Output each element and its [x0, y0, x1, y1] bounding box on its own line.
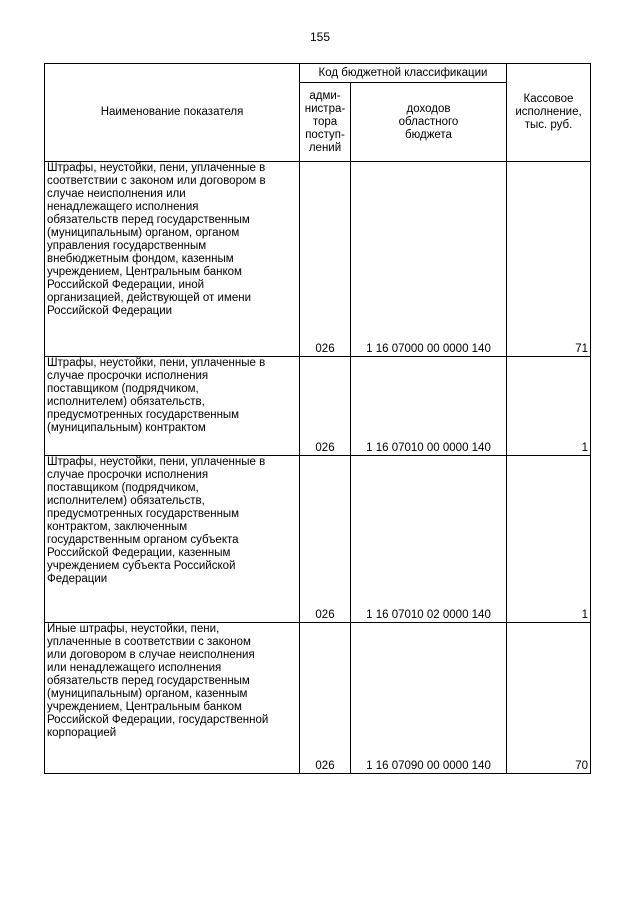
row-admin-code: 026 — [300, 162, 351, 357]
row-income-code: 1 16 07010 00 0000 140 — [351, 357, 507, 456]
header-admin-line: тора — [312, 115, 338, 128]
name-line: государственным органом субъекта — [47, 534, 239, 546]
header-regional-budget-income — [351, 83, 507, 162]
row-admin-code: 026 — [300, 623, 351, 774]
header-admin-line: нистра- — [304, 102, 346, 115]
table-row — [45, 357, 591, 456]
name-line: (муниципальным) контрактом — [47, 422, 206, 434]
header-amount-line: исполнение, — [515, 106, 582, 118]
name-line: управления государственным — [47, 240, 207, 252]
name-line: учреждением, Центральным банком — [47, 266, 242, 278]
name-line: соответствии с законом или договором в — [47, 175, 266, 187]
name-line: случае неисполнения или — [47, 188, 186, 200]
row-amount: 1 — [507, 357, 591, 456]
header-row-1 — [45, 64, 591, 83]
name-line: контрактом, заключенным — [47, 521, 188, 533]
name-line: (муниципальным) органом, казенным — [47, 688, 248, 700]
row-amount: 70 — [507, 623, 591, 774]
header-admin-line: поступ- — [305, 128, 345, 141]
name-line: или ненадлежащего исполнения — [47, 662, 222, 674]
budget-table — [44, 63, 591, 774]
header-administrator — [300, 83, 351, 162]
name-line: Штрафы, неустойки, пени, уплаченные в — [47, 357, 266, 369]
row-name — [45, 456, 300, 623]
name-line: обязательств перед государственным — [47, 675, 250, 687]
header-admin-line: лений — [308, 141, 342, 154]
header-income-line: доходов — [406, 102, 451, 115]
table-row — [45, 456, 591, 623]
header-admin-line: адми- — [309, 89, 341, 102]
header-cash-execution — [507, 64, 591, 162]
name-line: уплаченные в соответствии с законом — [47, 636, 251, 648]
name-line: поставщиком (подрядчиком, — [47, 482, 199, 494]
name-line: Штрафы, неустойки, пени, уплаченные в — [47, 456, 266, 468]
name-line: ненадлежащего исполнения — [47, 201, 199, 213]
row-amount: 1 — [507, 456, 591, 623]
row-income-code: 1 16 07010 02 0000 140 — [351, 456, 507, 623]
header-amount-line: тыс. руб. — [524, 119, 573, 131]
row-name — [45, 623, 300, 774]
row-admin-code: 026 — [300, 456, 351, 623]
name-line: учреждением субъекта Российской — [47, 560, 236, 572]
table-row — [45, 623, 591, 774]
name-line: обязательств перед государственным — [47, 214, 250, 226]
name-line: исполнителем) обязательств, — [47, 495, 205, 507]
name-line: предусмотренных государственным — [47, 508, 240, 520]
name-line: (муниципальным) органом, органом — [47, 227, 240, 239]
name-line: корпорацией — [47, 727, 117, 739]
name-line: исполнителем) обязательств, — [47, 396, 205, 408]
name-line: случае просрочки исполнения — [47, 370, 209, 382]
name-line: предусмотренных государственным — [47, 409, 240, 421]
name-line: или договором в случае неисполнения — [47, 649, 255, 661]
name-line: Иные штрафы, неустойки, пени, — [47, 623, 220, 635]
name-line: организацией, действующей от имени — [47, 292, 252, 304]
row-name — [45, 357, 300, 456]
name-line: Российской Федерации, государственной — [47, 714, 269, 726]
header-income-line: бюджета — [405, 128, 452, 141]
row-name — [45, 162, 300, 357]
name-line: Российской Федерации, иной — [47, 279, 205, 291]
name-line: Российской Федерации, казенным — [47, 547, 231, 559]
name-line: Штрафы, неустойки, пени, уплаченные в — [47, 162, 266, 174]
name-line: внебюджетным фондом, казенным — [47, 253, 234, 265]
name-line: поставщиком (подрядчиком, — [47, 383, 199, 395]
row-income-code: 1 16 07090 00 0000 140 — [351, 623, 507, 774]
header-budget-classification: Код бюджетной классификации — [300, 64, 507, 83]
row-amount: 71 — [507, 162, 591, 357]
page-number: 155 — [309, 30, 331, 44]
name-line: случае просрочки исполнения — [47, 469, 209, 481]
row-income-code: 1 16 07000 00 0000 140 — [351, 162, 507, 357]
name-line: Федерации — [47, 573, 108, 585]
header-income-line: областного — [398, 115, 459, 128]
name-line: учреждением, Центральным банком — [47, 701, 242, 713]
header-name: Наименование показателя — [45, 64, 300, 162]
header-amount-line: Кассовое — [523, 93, 574, 105]
table-row — [45, 162, 591, 357]
row-admin-code: 026 — [300, 357, 351, 456]
name-line: Российской Федерации — [47, 305, 173, 317]
